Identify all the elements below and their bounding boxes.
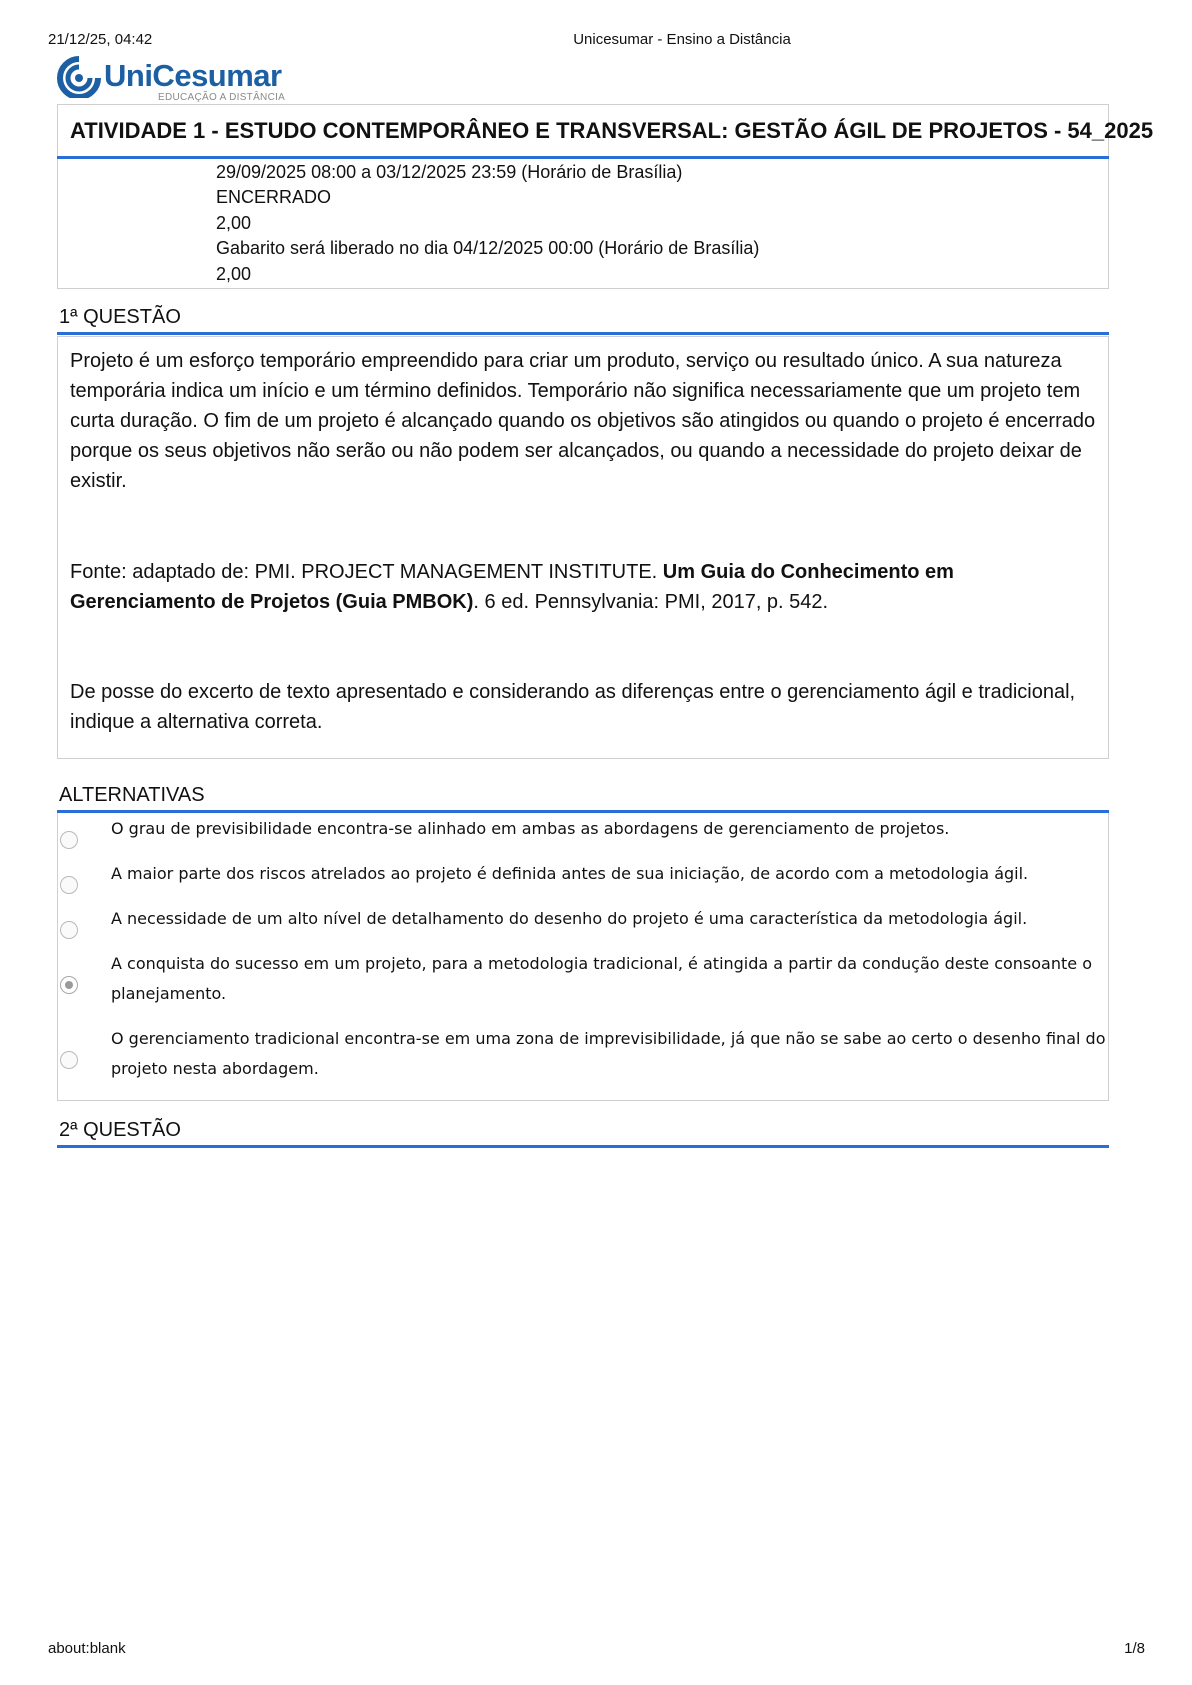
alternative-text: O grau de previsibilidade encontra-se alinhado em ambas as abordagens de gerenciamento de projetos. — [111, 819, 950, 838]
question-1-paragraph: Projeto é um esforço temporário empreendido para criar um produto, serviço ou resultado único. A sua natureza temporária indica um início e um término definidos. Temporário não significa necessariamente que um projeto tem curta duração. O fim de um projeto é alcançado quando os objetivos são atingidos ou quando o projeto é encerrado porque os seus objetivos não serão ou não podem ser alcançados, ou quando a necessidade do projeto deixar de existir. — [70, 350, 1096, 492]
radio-icon[interactable] — [60, 921, 78, 939]
radio-icon[interactable] — [60, 876, 78, 894]
radio-icon[interactable] — [60, 1051, 78, 1069]
alternatives-heading: ALTERNATIVAS — [59, 784, 205, 806]
logo-wordmark: UniCesumar — [104, 58, 282, 93]
activity-title: ATIVIDADE 1 - ESTUDO CONTEMPORÂNEO E TRANSVERSAL: GESTÃO ÁGIL DE PROJETOS - 54_2025 — [70, 118, 1154, 143]
radio-selected-icon[interactable] — [60, 976, 78, 994]
question-1-prompt: De posse do excerto de texto apresentado e considerando as diferenças entre o gerenciamento ágil e tradicional, indique a alternativa correta. — [70, 681, 1076, 733]
question-1-heading: 1ª QUESTÃO — [59, 306, 181, 328]
meta-grade-obtained-value: 2,00 — [216, 264, 252, 284]
print-datetime: 21/12/25, 04:42 — [48, 31, 153, 48]
alternative-text: A necessidade de um alto nível de detalhamento do desenho do projeto é uma característica da metodologia ágil. — [111, 909, 1028, 928]
meta-answer-key-value: Gabarito será liberado no dia 04/12/2025 00:00 (Horário de Brasília) — [216, 238, 760, 258]
question-1-divider — [57, 332, 1109, 335]
source-suffix: . 6 ed. Pennsylvania: PMI, 2017, p. 542. — [473, 591, 829, 613]
question-1-panel — [57, 336, 1109, 759]
meta-period-value: 29/09/2025 08:00 a 03/12/2025 23:59 (Horário de Brasília) — [216, 162, 683, 182]
print-page-number: 1/8 — [1124, 1640, 1145, 1657]
source-prefix: Fonte: adaptado de: PMI. PROJECT MANAGEMENT INSTITUTE. — [70, 561, 663, 583]
activity-info-panel — [57, 104, 1154, 289]
alternative-text: O gerenciamento tradicional encontra-se em uma zona de imprevisibilidade, já que não se sabe ao certo o desenho final do projeto nesta abordagem. — [111, 1029, 1106, 1078]
print-header — [0, 31, 1192, 51]
activity-title-divider — [57, 156, 1109, 159]
question-2-divider — [57, 1145, 1109, 1148]
question-2-heading: 2ª QUESTÃO — [59, 1119, 181, 1141]
meta-status-value: ENCERRADO — [216, 187, 332, 207]
source-title: Um Guia do Conhecimento em Gerenciamento de Projetos (Guia PMBOK) — [70, 561, 954, 613]
question-1-source — [70, 557, 1100, 617]
alternative-text: A conquista do sucesso em um projeto, para a metodologia tradicional, é atingida a partir da condução deste consoante o planejamento. — [111, 954, 1092, 1003]
meta-max-grade-value: 2,00 — [216, 213, 252, 233]
print-url: about:blank — [48, 1640, 126, 1657]
alternatives-panel — [57, 813, 1109, 1101]
radio-icon[interactable] — [60, 831, 78, 849]
alternative-text: A maior parte dos riscos atrelados ao projeto é definida antes de sua iniciação, de acordo com a metodologia ágil. — [111, 864, 1029, 883]
logo-subtitle: EDUCAÇÃO A DISTÂNCIA — [158, 92, 286, 103]
unicesumar-logo-icon — [56, 56, 102, 98]
print-page-title: Unicesumar - Ensino a Distância — [573, 31, 791, 48]
unicesumar-logo — [56, 54, 296, 104]
